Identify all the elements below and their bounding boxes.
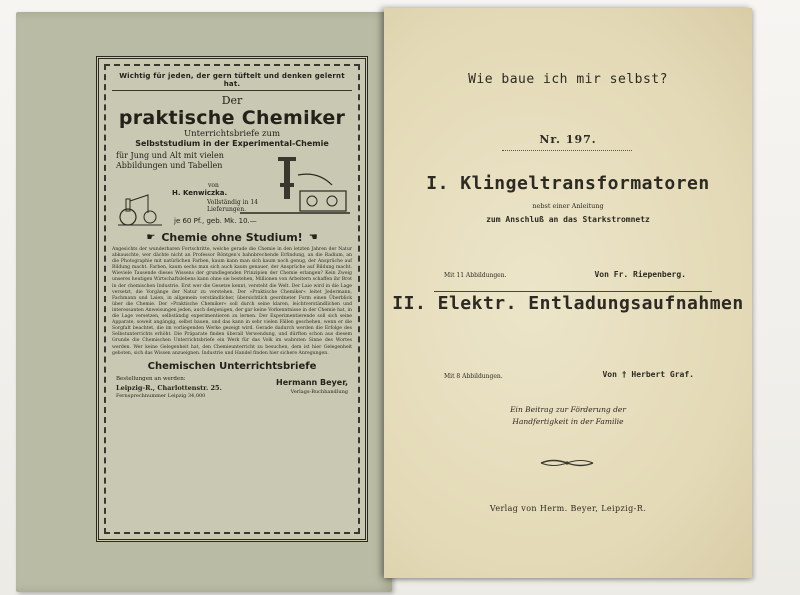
advertisement [104, 64, 360, 534]
ad-footer [112, 376, 352, 406]
ad-bottom-title: Chemischen Unterrichtsbriefe [147, 360, 317, 372]
ad-title: praktische Chemiker [118, 107, 346, 129]
series-title: Wie baue ich mir selbst? [468, 72, 668, 87]
ad-target [116, 151, 236, 171]
lab-apparatus-illustration-icon [240, 155, 350, 217]
ad-vollstaendig: Vollständig in 14 Lieferungen. [207, 199, 258, 213]
ad-author: H. Kenwiczka. [172, 189, 228, 197]
title-part-2: II. Elektr. Entladungsaufnahmen [392, 293, 744, 314]
right-page [384, 8, 752, 578]
ad-publisher: Hermann Beyer, [276, 377, 348, 387]
advertisement-frame [96, 56, 368, 542]
ad-motto: Wichtig für jeden, der gern tüftelt und denken gelernt hat. [112, 72, 352, 91]
section-divider [434, 291, 712, 292]
anschluss-line: zum Anschluß an das Starkstromnetz [486, 215, 650, 224]
ad-publisher-sub: Verlags-Buchhandlung [290, 388, 348, 395]
ad-der: Der [221, 94, 243, 107]
pointing-hand-left-icon: ☚ [308, 232, 318, 243]
pointing-hand-right-icon: ☛ [146, 232, 156, 243]
ad-bestellungen: Bestellungen an werden: [116, 375, 186, 382]
publisher-line: Verlag von Herm. Beyer, Leipzig-R. [489, 504, 647, 513]
contribution-note [384, 404, 752, 428]
title-part-1: I. Klingeltransformatoren [426, 173, 710, 194]
ad-banner [112, 231, 352, 244]
ad-target-line-1: für Jung und Alt mit vielen [116, 151, 224, 160]
ad-price: je 60 Pf., geb. Mk. 10.— [174, 217, 257, 225]
illustrations-count-2: Mit 8 Abbildungen. [444, 373, 503, 380]
ad-subtitle-2: Selbststudium in der Experimental-Chemie [135, 139, 329, 148]
author-1: Von Fr. Riepenberg. [594, 270, 686, 279]
ad-info-row [112, 151, 352, 229]
contribution-line-1: Ein Beitrag zur Förderung der [510, 405, 626, 414]
ad-target-line-2: Abbildungen und Tabellen [116, 161, 223, 170]
author-2: Von † Herbert Graf. [602, 370, 694, 379]
nebst-line: nebst einer Anleitung [532, 202, 604, 210]
ad-banner-text: Chemie ohne Studium! [161, 231, 303, 244]
ornament-icon [539, 456, 595, 470]
ad-body-text: Angesichts der wunderbaren Fortschritte, welche gerade die Chemie in den letzten Jahren der Natur abkauschte, wer dächte nicht an Professor Röntgen's bahnbrechende Erfindung, an die Radium, an die Photographie mit natürlichen Farben, kaum kann man sich kaum noch genug, der Ansprüche auf Bildung macht. Farben, kaum sechs man sich auch kaum genauer, der Ansprüche auf Bildung macht. Wieviele Tausende dieses Wissens der grundlegenden Prinzipien der Chemie erlangen? Kein Zweig unseres heutigen Wirtschaftslebens kann ohne sie bestehen, Millionen von Arbeitern schaffen ihr Brot in der chemischen Industrie. Erst wer die Gesetze kennt, versteht die Welt. Der Laie wird in die Lage versetzt, die Vorgänge der Natur zu verstehen. Der »Praktische Chemiker« leitet Jedermann, Fachmann und Laien, in allgemein verständlicher, übersichtlich geordneter Form einen Überblick über die Chemie. Der »Praktische Chemiker« soll durch seine klaren, leichtverständlichen und interessanten Anweisungen jeden, auch denjenigen, der gar keine Vorkenntnisse in der Chemie hat, in die Lage versetzen, selbständig experimentieren zu lernen. Der Experimentierende soll sich seine Apparate, soweit angängig, selbst bauen, und das kann in sehr vielen Fällen geschehen, wenn er die Sorgfalt beachtet, die im vorliegenden Werke gezeigt wird. Gerade dadurch werden die Erfolge des Selbstunterrichts erhöht. Die Präparate finden überall Verwendung, und dürften schon aus diesem Grunde die Chemischen Unterrichtsbriefe ein Werk für das Volk im wahrsten Sinne des Wortes werden. Wer keine Gelegenheit hat, den Chemieunterricht zu besuchen, dem ist hier Gelegenheit geboten, sich das Wissen anzueignen. Industrie und Handel finden hier sichere Anregungen. [112, 247, 352, 356]
illustrations-count-1: Mit 11 Abbildungen. [444, 272, 507, 279]
ad-telephone: Fernsprechnummer Leipzig 34,000 [116, 392, 206, 399]
ad-subtitle-1: Unterrichtsbriefe zum [183, 129, 281, 139]
ad-address: Leipzig-R., Charlottenstr. 25. [116, 383, 222, 392]
flask-illustration-icon [114, 189, 170, 227]
number-underline [502, 150, 632, 151]
ad-von: von [208, 182, 219, 189]
left-page [16, 12, 392, 592]
issue-number: Nr. 197. [539, 133, 597, 146]
contribution-line-2: Handfertigkeit in der Familie [512, 417, 624, 426]
